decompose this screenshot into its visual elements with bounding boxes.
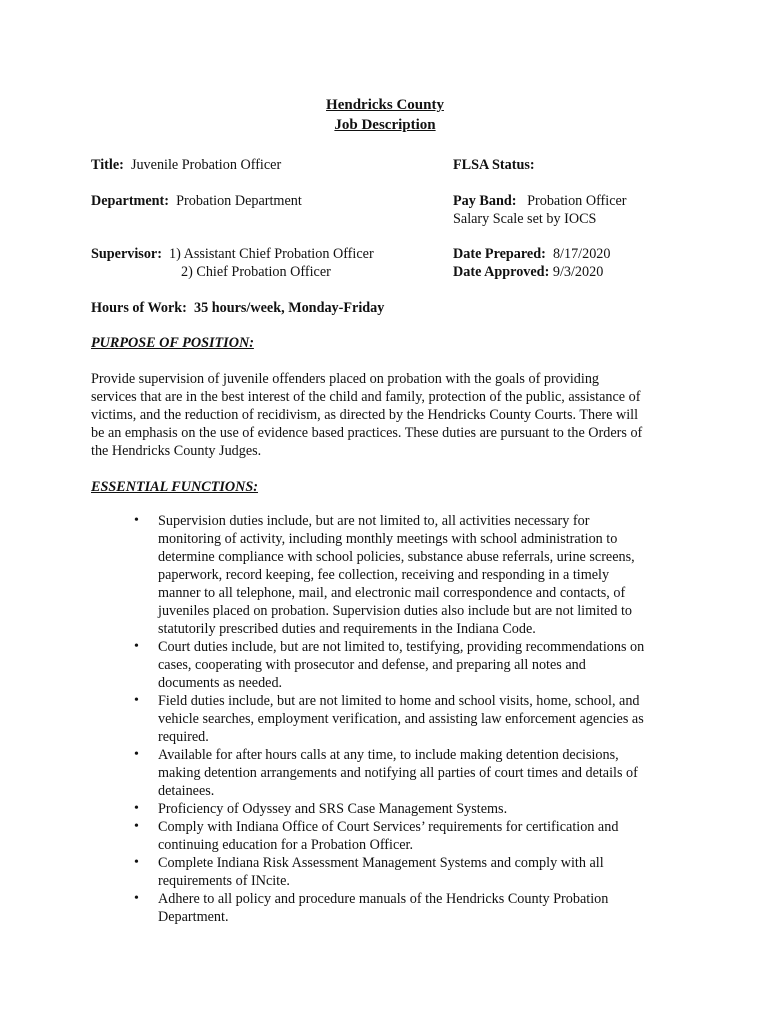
date-approved-value: 9/3/2020: [552, 264, 604, 280]
bullet-icon: •: [134, 693, 139, 708]
supervisor-field: [91, 245, 374, 263]
doc-type-heading: Job Description: [334, 117, 436, 133]
purpose-line: victims, and the reduction of recidivism, as directed by the Hendricks County Courts. There will: [91, 407, 639, 423]
bullet-icon: •: [134, 513, 139, 528]
bullet-icon: •: [134, 819, 139, 834]
essential-function-line: making detention arrangements and notifying all parties of court times and details of: [158, 765, 638, 781]
essential-function-line: Supervision duties include, but are not limited to, all activities necessary for: [158, 513, 590, 529]
essential-function-item: [91, 692, 691, 746]
essential-functions-list: [91, 512, 691, 926]
essential-function-line: vehicle searches, employment verification, and assisting law enforcement agencies as: [158, 711, 644, 727]
essential-function-item: [91, 818, 691, 854]
salary-scale: Salary Scale set by IOCS: [453, 211, 597, 227]
essential-function-line: Court duties include, but are not limited to, testifying, providing recommendations on: [158, 639, 645, 655]
essential-function-line: detainees.: [158, 783, 215, 799]
essential-function-line: statutorily prescribed duties and requirements in the Indiana Code.: [158, 621, 536, 637]
date-prepared-field: [453, 245, 611, 263]
date-approved-label: Date Approved:: [453, 264, 550, 280]
essential-function-line: Comply with Indiana Office of Court Services’ requirements for certification and: [158, 819, 619, 835]
purpose-heading: PURPOSE OF POSITION:: [91, 335, 254, 351]
bullet-icon: •: [134, 801, 139, 816]
pay-band-value: Probation Officer: [527, 193, 627, 209]
hours-label: Hours of Work:: [91, 300, 187, 316]
essential-function-item: [91, 638, 691, 692]
essential-function-item: [91, 800, 691, 818]
department-value: Probation Department: [176, 193, 302, 209]
essential-function-line: juveniles placed on probation. Supervision duties also include but are not limited to: [158, 603, 633, 619]
title-label: Title:: [91, 157, 124, 173]
supervisor-label: Supervisor:: [91, 246, 162, 262]
title-field: [91, 156, 281, 174]
essential-function-item: [91, 512, 691, 638]
essential-function-line: cases, cooperating with prosecutor and defense, and preparing all notes and: [158, 657, 586, 673]
essential-functions-heading: ESSENTIAL FUNCTIONS:: [91, 479, 259, 495]
essential-function-item: [91, 854, 691, 890]
essential-function-line: manner to all telephone, mail, and electronic mail correspondence and contacts, of: [158, 585, 626, 601]
department-label: Department:: [91, 193, 170, 209]
title-value: Juvenile Probation Officer: [130, 157, 282, 173]
essential-function-line: paperwork, record keeping, fee collection, receiving and responding in a timely: [158, 567, 610, 583]
pay-band-label: Pay Band:: [453, 193, 517, 209]
essential-function-line: documents as needed.: [158, 675, 283, 691]
essential-function-line: Department.: [158, 909, 229, 925]
essential-function-line: Complete Indiana Risk Assessment Management Systems and comply with all: [158, 855, 604, 871]
bullet-icon: •: [134, 855, 139, 870]
essential-function-line: Available for after hours calls at any time, to include making detention decisions,: [158, 747, 619, 763]
purpose-line: be an emphasis on the use of evidence based practices. These duties are pursuant to the Orders of: [91, 425, 643, 441]
date-prepared-value: 8/17/2020: [552, 246, 611, 262]
essential-function-line: Field duties include, but are not limited to home and school visits, home, school, and: [158, 693, 640, 709]
essential-function-line: Proficiency of Odyssey and SRS Case Management Systems.: [158, 801, 508, 817]
purpose-line: Provide supervision of juvenile offenders placed on probation with the goals of providing: [91, 371, 600, 387]
supervisor-2: 2) Chief Probation Officer: [181, 264, 331, 280]
hours-value: 35 hours/week, Monday-Friday: [194, 300, 385, 316]
purpose-line: the Hendricks County Judges.: [91, 443, 262, 459]
purpose-line: services that are in the best interest of the child and family, protection of the public, assistance of: [91, 389, 641, 405]
date-prepared-label: Date Prepared:: [453, 246, 546, 262]
flsa-label: FLSA Status:: [453, 157, 535, 173]
department-field: [91, 192, 302, 210]
essential-function-line: Adhere to all policy and procedure manuals of the Hendricks County Probation: [158, 891, 609, 907]
purpose-paragraph: [91, 370, 683, 460]
essential-function-line: required.: [158, 729, 209, 745]
hours-field: [91, 299, 384, 317]
pay-band-field: [453, 192, 627, 210]
essential-function-line: continuing education for a Probation Officer.: [158, 837, 414, 853]
bullet-icon: •: [134, 639, 139, 654]
essential-function-item: [91, 890, 691, 926]
bullet-icon: •: [134, 747, 139, 762]
date-approved-field: [453, 263, 603, 281]
supervisor-1: 1) Assistant Chief Probation Officer: [169, 246, 374, 262]
county-heading: Hendricks County: [326, 97, 444, 113]
essential-function-item: [91, 746, 691, 800]
bullet-icon: •: [134, 891, 139, 906]
essential-function-line: determine compliance with school policies, substance abuse referrals, urine screens,: [158, 549, 635, 565]
essential-function-line: monitoring of activity, including monthly meetings with school administration to: [158, 531, 618, 547]
essential-function-line: requirements of INcite.: [158, 873, 290, 889]
